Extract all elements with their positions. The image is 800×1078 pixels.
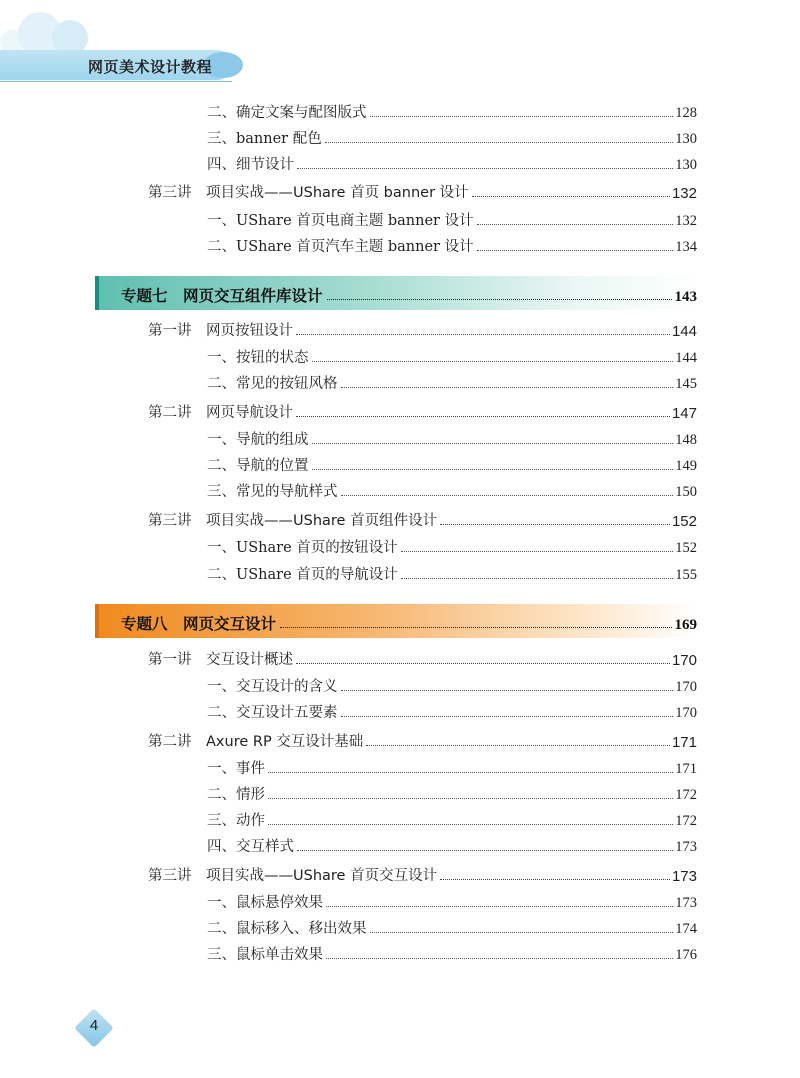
leader-dots: [268, 824, 673, 825]
leader-dots: [280, 627, 671, 628]
leader-dots: [370, 932, 674, 933]
toc-entry[interactable]: 二、情形 172: [207, 787, 697, 803]
topic-edge: [95, 604, 99, 638]
leader-dots: [297, 850, 673, 851]
leader-dots: [477, 250, 674, 251]
leader-dots: [296, 416, 670, 417]
leader-dots: [268, 798, 673, 799]
leader-dots: [312, 361, 674, 362]
leader-dots: [268, 772, 673, 773]
topic-heading-7[interactable]: 专题七 网页交互组件库设计 143: [95, 276, 697, 310]
leader-dots: [297, 168, 673, 169]
toc-entry[interactable]: 四、细节设计 130: [207, 157, 697, 173]
leader-dots: [341, 716, 674, 717]
leader-dots: [401, 551, 673, 552]
toc-lecture[interactable]: 第二讲 Axure RP 交互设计基础 171: [148, 734, 697, 751]
toc-entry[interactable]: 二、UShare 首页汽车主题 banner 设计 134: [207, 239, 697, 255]
page-number: 4: [89, 1017, 99, 1034]
leader-dots: [296, 334, 670, 335]
leader-dots: [326, 906, 673, 907]
toc-lecture[interactable]: 第三讲 项目实战——UShare 首页组件设计 152: [148, 513, 697, 530]
leader-dots: [341, 690, 674, 691]
leader-dots: [312, 469, 674, 470]
toc-entry[interactable]: 一、UShare 首页的按钮设计 152: [207, 540, 697, 556]
leader-dots: [472, 196, 670, 197]
leader-dots: [341, 387, 674, 388]
toc-entry[interactable]: 二、交互设计五要素 170: [207, 705, 697, 721]
toc-entry[interactable]: 一、按钮的状态 144: [207, 350, 697, 366]
page-number-badge: [72, 1006, 116, 1050]
toc-entry[interactable]: 一、导航的组成 148: [207, 432, 697, 448]
toc-entry[interactable]: 三、常见的导航样式 150: [207, 484, 697, 500]
toc-entry[interactable]: 一、鼠标悬停效果 173: [207, 895, 697, 911]
leader-dots: [341, 495, 674, 496]
leader-dots: [401, 578, 673, 579]
leader-dots: [477, 224, 674, 225]
toc-entry[interactable]: 一、事件 171: [207, 761, 697, 777]
toc-lecture[interactable]: 第三讲 项目实战——UShare 首页 banner 设计 132: [148, 185, 697, 202]
leader-dots: [312, 443, 674, 444]
topic-heading-8[interactable]: 专题八 网页交互设计 169: [95, 604, 697, 638]
leader-dots: [440, 524, 670, 525]
topic-edge: [95, 276, 99, 310]
toc-entry[interactable]: 一、UShare 首页电商主题 banner 设计 132: [207, 213, 697, 229]
leader-dots: [325, 142, 674, 143]
header-rule: [0, 81, 232, 82]
toc-entry[interactable]: 二、UShare 首页的导航设计 155: [207, 567, 697, 583]
leader-dots: [440, 879, 670, 880]
page-header: [0, 0, 800, 95]
toc-entry[interactable]: 二、导航的位置 149: [207, 458, 697, 474]
toc-entry[interactable]: 一、交互设计的含义 170: [207, 679, 697, 695]
toc-entry[interactable]: 二、鼠标移入、移出效果 174: [207, 921, 697, 937]
toc-entry[interactable]: 四、交互样式 173: [207, 839, 697, 855]
leader-dots: [327, 299, 672, 300]
toc-entry[interactable]: 三、鼠标单击效果 176: [207, 947, 697, 963]
leader-dots: [366, 745, 670, 746]
toc-lecture[interactable]: 第二讲 网页导航设计 147: [148, 405, 697, 422]
toc-entry[interactable]: 二、常见的按钮风格 145: [207, 376, 697, 392]
toc-lecture[interactable]: 第一讲 网页按钮设计 144: [148, 323, 697, 340]
toc-lecture[interactable]: 第三讲 项目实战——UShare 首页交互设计 173: [148, 868, 697, 885]
leader-dots: [370, 116, 674, 117]
toc-entry[interactable]: 二、确定文案与配图版式 128: [207, 105, 697, 121]
book-title: 网页美术设计教程: [88, 58, 213, 76]
toc-entry[interactable]: 三、banner 配色 130: [207, 131, 697, 147]
leader-dots: [326, 958, 673, 959]
toc-entry[interactable]: 三、动作 172: [207, 813, 697, 829]
leader-dots: [296, 663, 670, 664]
toc-lecture[interactable]: 第一讲 交互设计概述 170: [148, 652, 697, 669]
